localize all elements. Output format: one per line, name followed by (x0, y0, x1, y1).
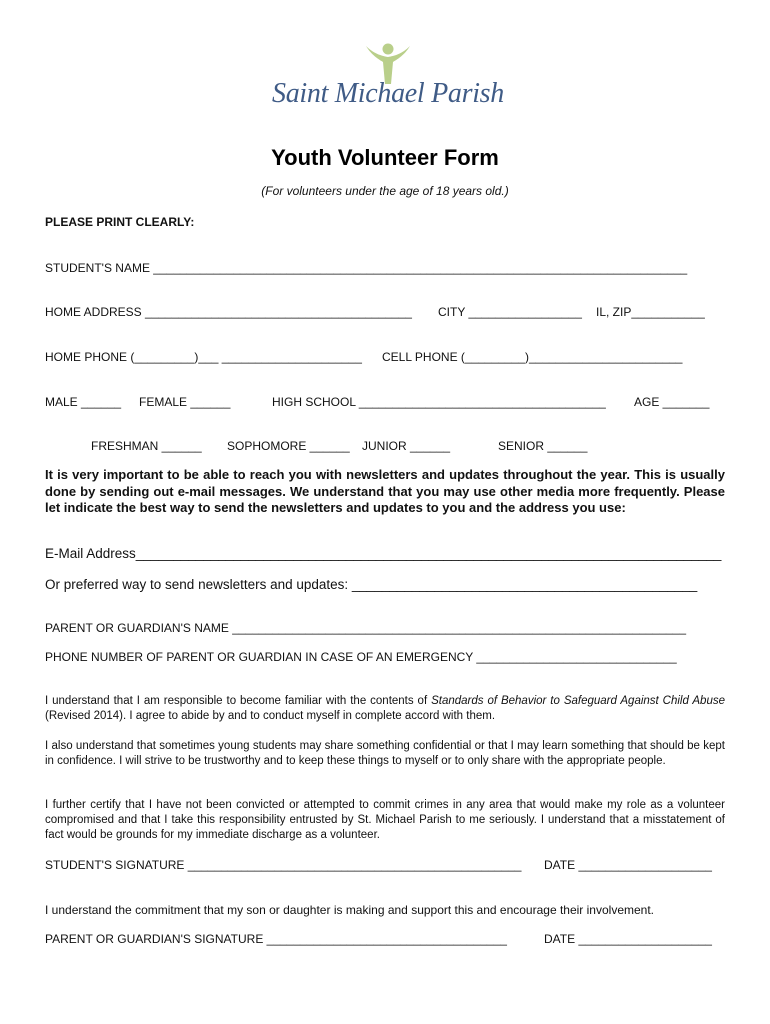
home-phone-field[interactable]: HOME PHONE (_________)___ _____________________ (45, 350, 362, 364)
agreement-paragraph-1 (45, 694, 725, 724)
logo-wordmark: Saint Michael Parish (272, 78, 504, 109)
female-field[interactable]: FEMALE ______ (139, 395, 231, 409)
parent-phone-field[interactable]: PHONE NUMBER OF PARENT OR GUARDIAN IN CASE OF AN EMERGENCY ______________________________ (45, 650, 677, 664)
agreement-text-end: (Revised 2014). I agree to abide by and to conduct myself in complete accord with them. (45, 710, 496, 722)
home-address-field[interactable]: HOME ADDRESS ________________________________________ (45, 305, 412, 319)
student-name-field[interactable]: STUDENT'S NAME ________________________________________________________________________________ (45, 261, 688, 275)
parish-logo (272, 40, 504, 116)
agreement-text: I understand that I am responsible to become familiar with the contents of (45, 695, 432, 707)
high-school-field[interactable]: HIGH SCHOOL _____________________________________ (272, 395, 606, 409)
standards-title: Standards of Behavior to Safeguard Against Child Abuse (431, 695, 725, 707)
preferred-contact-field[interactable]: Or preferred way to send newsletters and updates: ______________________________________________ (45, 577, 698, 592)
email-field[interactable]: E-Mail Address______________________________________________________________________________ (45, 546, 722, 561)
freshman-field[interactable]: FRESHMAN ______ (91, 439, 202, 453)
zip-field[interactable]: IL, ZIP___________ (596, 305, 705, 319)
junior-field[interactable]: JUNIOR ______ (362, 439, 451, 453)
sophomore-field[interactable]: SOPHOMORE ______ (227, 439, 350, 453)
parent-commitment-text: I understand the commitment that my son or daughter is making and support this and encourage their involvement. (45, 903, 654, 917)
parent-name-field[interactable]: PARENT OR GUARDIAN'S NAME ____________________________________________________________________ (45, 621, 687, 635)
student-date-field[interactable]: DATE ____________________ (544, 858, 712, 872)
agreement-paragraph-3: I further certify that I have not been convicted or attempted to commit crimes in any area that would make my role as a volunteer compromised and that I take this responsibility entrusted by St. Michael Parish to me seriously. I understand that a misstatement of fact would be grounds for my immediate discharge as a volunteer. (45, 799, 725, 841)
city-field[interactable]: CITY _________________ (438, 305, 582, 319)
form-subtitle: (For volunteers under the age of 18 years old.) (261, 184, 509, 198)
parent-signature-field[interactable]: PARENT OR GUARDIAN'S SIGNATURE ____________________________________ (45, 932, 507, 946)
male-field[interactable]: MALE ______ (45, 395, 122, 409)
agreement-paragraph-2: I also understand that sometimes young students may share something confidential or that I may learn something that should be kept in confidence. I will strive to be trustworthy and to keep these things to myself or to only share with the appropriate people. (45, 740, 725, 767)
student-signature-field[interactable]: STUDENT'S SIGNATURE __________________________________________________ (45, 858, 522, 872)
cell-phone-field[interactable]: CELL PHONE (_________)_______________________ (382, 350, 683, 364)
age-field[interactable]: AGE _______ (634, 395, 710, 409)
contact-notice: It is very important to be able to reach you with newsletters and updates throughout the year. This is usually done by sending out e-mail messages. We understand that you may use other media more frequently. Please let indicate the best way to send the newsletters and updates to you and the address you use: (45, 467, 725, 515)
form-title: Youth Volunteer Form (271, 145, 499, 170)
senior-field[interactable]: SENIOR ______ (498, 439, 588, 453)
print-instruction: PLEASE PRINT CLEARLY: (45, 215, 195, 229)
parent-date-field[interactable]: DATE ____________________ (544, 932, 712, 946)
